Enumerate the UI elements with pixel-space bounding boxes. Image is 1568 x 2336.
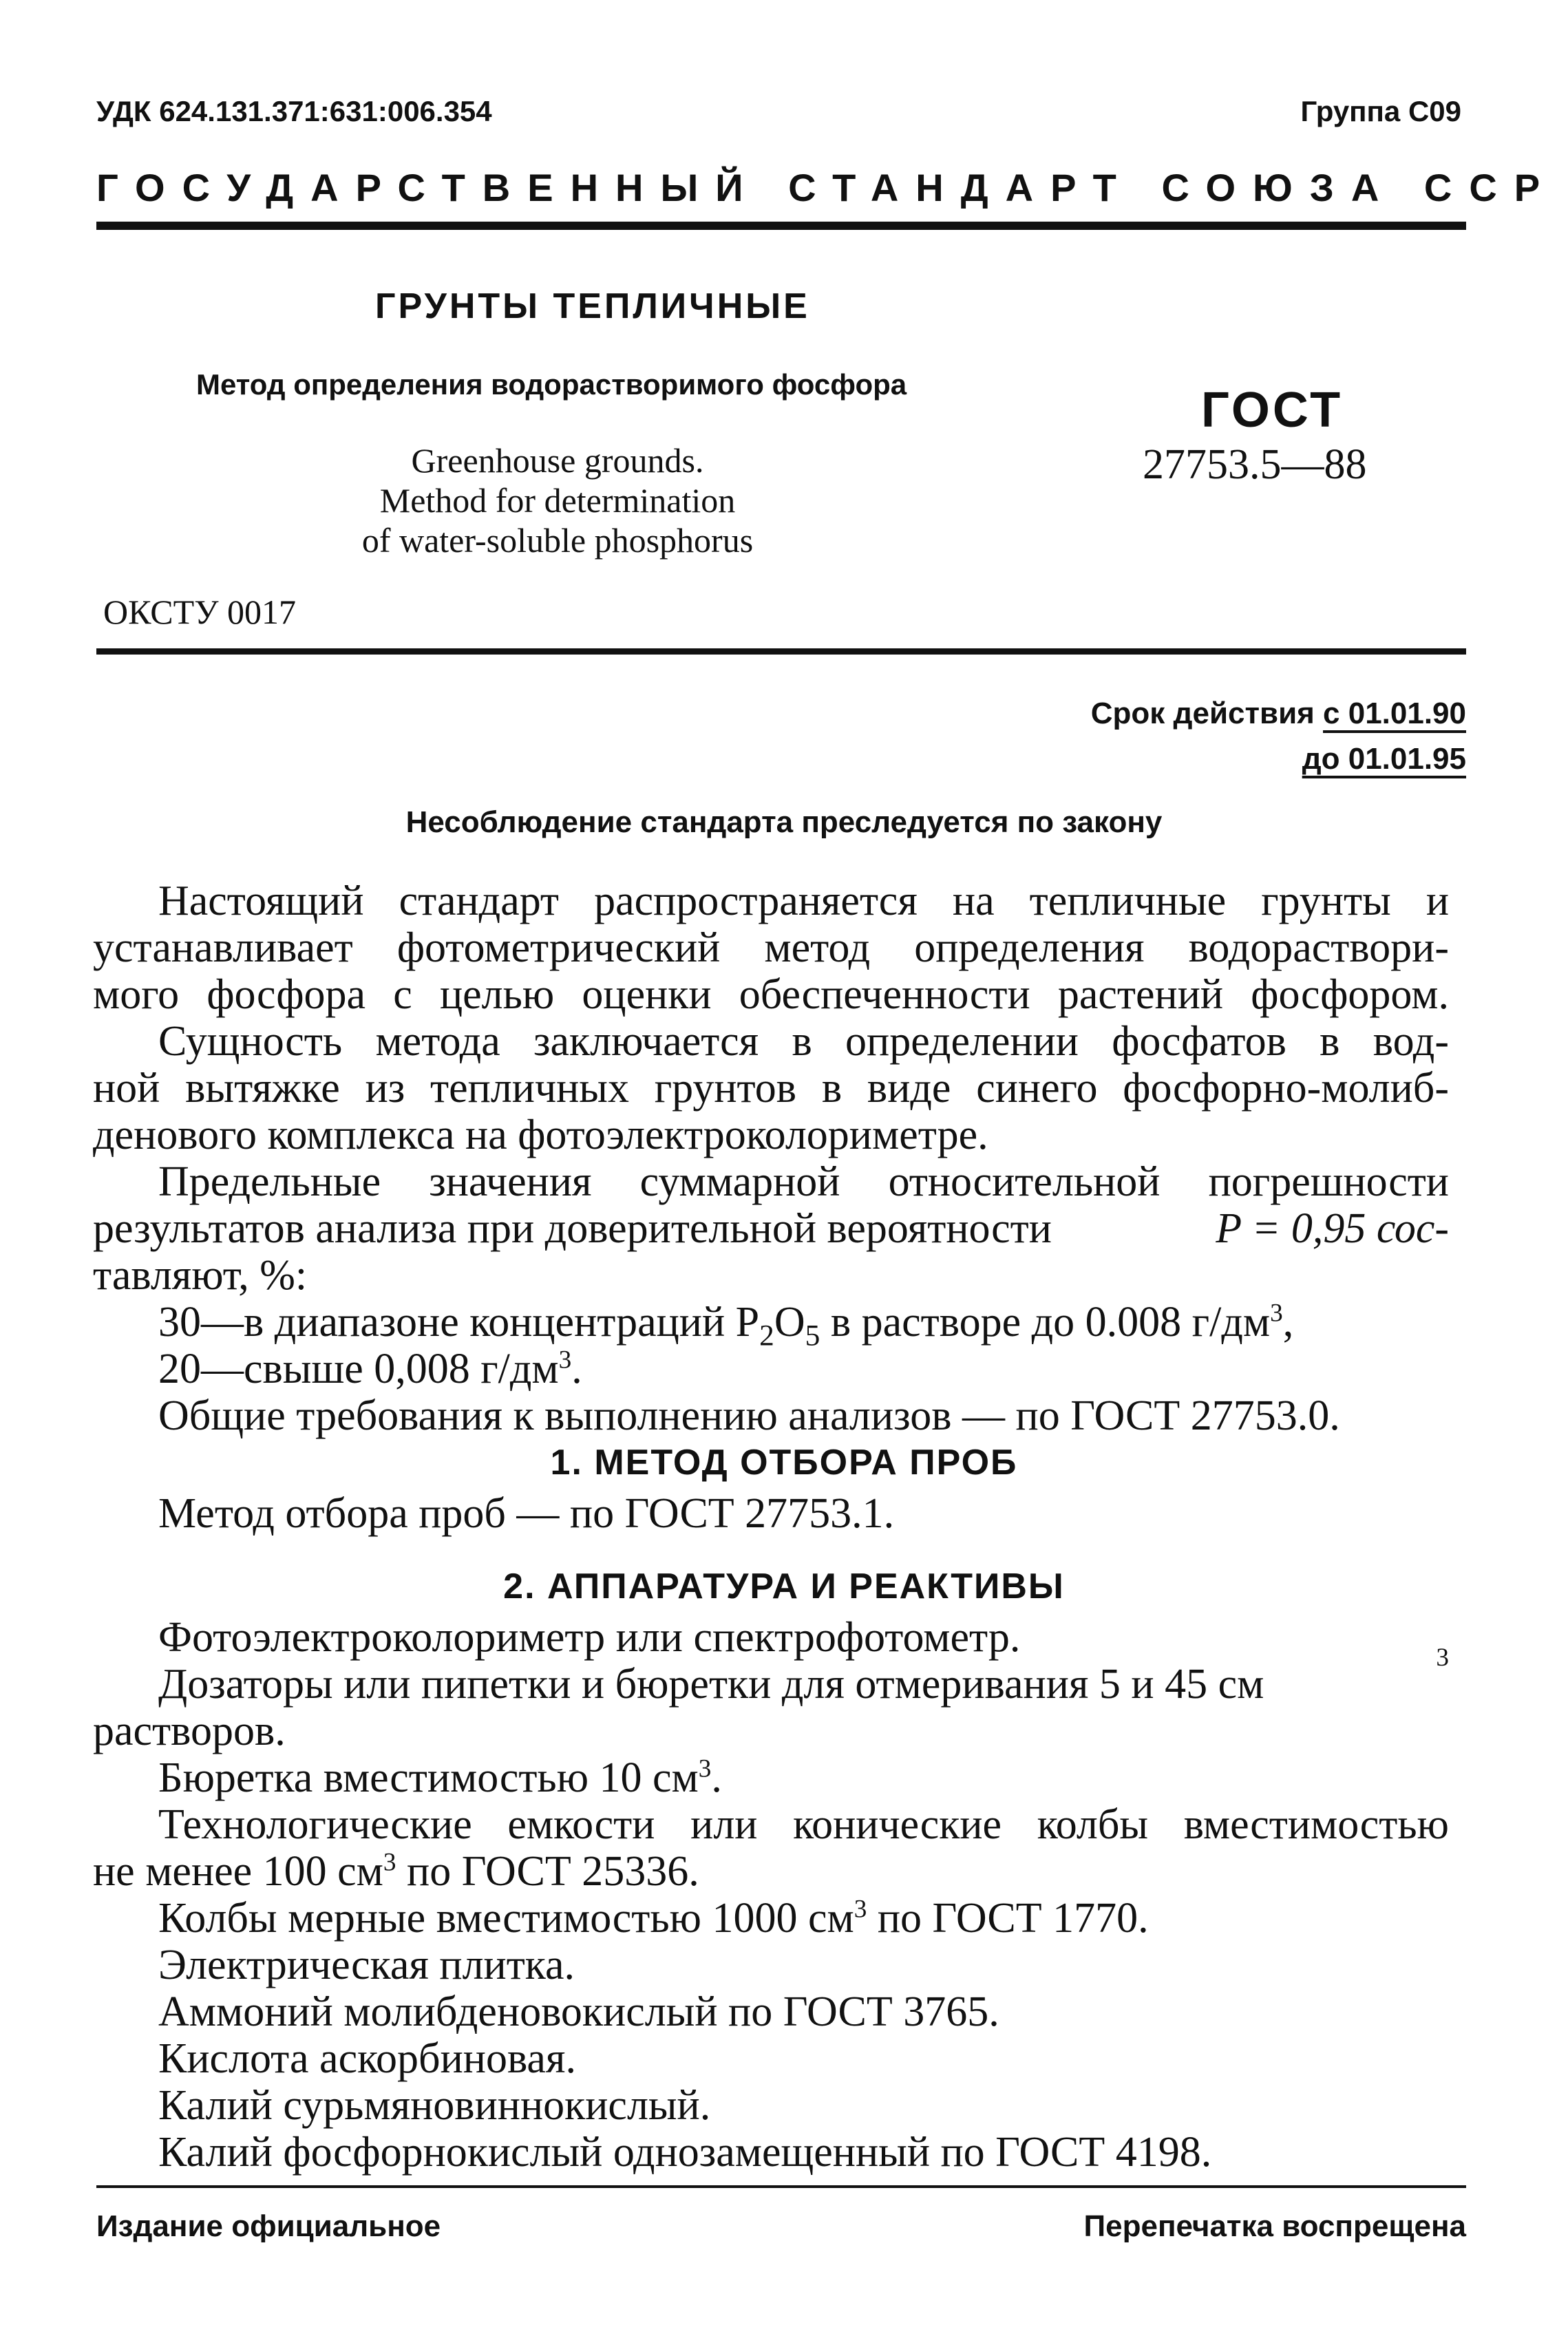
text-line: денового комплекса на фотоэлектроколориметре. <box>93 1112 988 1158</box>
text-segment: результатов анализа при доверительной вероятности <box>93 1205 1052 1252</box>
title-rule <box>96 648 1466 655</box>
validity-from <box>1091 697 1466 731</box>
text-segment: Бюретка вместимостью 10 см <box>158 1754 699 1801</box>
section-1-text <box>93 1490 1449 1537</box>
group-code: Группа С09 <box>1300 95 1461 127</box>
list-item-continuation <box>93 1848 1449 1895</box>
text-line: мого фосфора с целью оценки обеспеченности растений фосфором. <box>93 971 1449 1018</box>
okstu-code: ОКСТУ 0017 <box>103 593 297 631</box>
list-item: Технологические емкости или конические колбы вместимостью <box>158 1801 1449 1848</box>
superscript: 3 <box>1270 1299 1283 1328</box>
text-line <box>93 1205 1449 1252</box>
list-item-continuation: растворов. <box>93 1708 286 1754</box>
text-segment: . <box>711 1754 722 1801</box>
intro-paragraph-3 <box>93 1158 1449 1299</box>
list-item: Калий фосфорнокислый однозамещенный по ГОСТ 4198. <box>158 2129 1212 2176</box>
text-segment: 20—свыше 0,008 г/дм <box>158 1346 559 1392</box>
text-segment: по ГОСТ 1770. <box>867 1895 1149 1942</box>
text-line: Метод отбора проб — по ГОСТ 27753.1. <box>158 1490 895 1537</box>
header-rule-thick <box>96 222 1466 230</box>
english-title-line-1: Greenhouse grounds. <box>411 441 704 480</box>
english-title-line-2: Method for determination <box>379 481 736 520</box>
gost-number: 27753.5—88 <box>1143 441 1367 488</box>
superscript: 3 <box>698 1754 712 1783</box>
list-item: Кислота аскорбиновая. <box>158 2035 576 2082</box>
validity-to-date: до 01.01.95 <box>1302 742 1466 776</box>
intro-paragraph-2 <box>93 1018 1449 1158</box>
list-item: Фотоэлектроколориметр или спектрофотометр. <box>158 1614 1021 1661</box>
list-item <box>93 1895 1449 1942</box>
text-line: Настоящий стандарт распространяется на тепличные грунты и <box>158 878 1449 924</box>
superscript: 3 <box>383 1848 396 1877</box>
validity-label: Срок действия <box>1090 697 1315 730</box>
document-subtitle: Метод определения водорастворимого фосфора <box>196 368 907 401</box>
document-title: ГРУНТЫ ТЕПЛИЧНЫЕ <box>375 286 810 326</box>
text-line: устанавливает фотометрический метод определения водораствори- <box>93 924 1449 971</box>
legal-notice: Несоблюдение стандарта преследуется по закону <box>405 805 1163 839</box>
superscript: 3 <box>854 1895 867 1924</box>
section-1-heading: 1. МЕТОД ОТБОРА ПРОБ <box>550 1443 1018 1483</box>
probability-value: P = 0,95 сос- <box>1216 1205 1449 1252</box>
superscript: 3 <box>1436 1644 1449 1672</box>
list-item: Аммоний молибденовокислый по ГОСТ 3765. <box>158 1988 999 2035</box>
section-2-list <box>93 1614 1449 2176</box>
subscript: 5 <box>805 1319 820 1352</box>
text-segment: 30—в диапазоне концентраций P <box>158 1299 760 1346</box>
error-limits <box>93 1299 1449 1439</box>
footer-official-edition: Издание официальное <box>96 2209 441 2243</box>
list-item: Калий сурьмяновиннокислый. <box>158 2082 711 2129</box>
english-title-line-3: of water-soluble phosphorus <box>361 521 754 560</box>
text-segment: O <box>774 1299 805 1346</box>
text-line: ной вытяжке из тепличных грунтов в виде синего фосфорно-молиб- <box>93 1065 1449 1112</box>
text-segment: , <box>1282 1299 1294 1346</box>
list-item <box>93 1754 1449 1801</box>
text-segment: по ГОСТ 25336. <box>396 1848 699 1895</box>
text-segment: в растворе до 0.008 г/дм <box>820 1299 1271 1346</box>
intro-paragraph-1 <box>93 878 1449 1018</box>
error-limit-line-2 <box>93 1346 1449 1392</box>
subscript: 2 <box>759 1319 774 1352</box>
text-segment: . <box>571 1346 582 1392</box>
text-line: Сущность метода заключается в определении фосфатов в вод- <box>158 1018 1449 1065</box>
error-limit-line-1 <box>93 1299 1449 1352</box>
english-title <box>317 440 798 560</box>
text-line: Предельные значения суммарной относительной погрешности <box>158 1158 1449 1205</box>
text-segment: Дозаторы или пипетки и бюретки для отмеривания 5 и 45 см <box>158 1661 1264 1708</box>
text-segment: не менее 100 см <box>93 1848 383 1895</box>
text-line: тавляют, %: <box>93 1252 308 1299</box>
validity-from-date: с 01.01.90 <box>1323 697 1466 730</box>
general-requirements: Общие требования к выполнению анализов — по ГОСТ 27753.0. <box>158 1392 1340 1439</box>
footer-rule <box>96 2185 1466 2188</box>
footer-reprint-prohibited: Перепечатка воспрещена <box>1083 2209 1466 2243</box>
list-item <box>93 1644 1449 1708</box>
list-item: Электрическая плитка. <box>158 1942 575 1988</box>
udk-code: УДК 624.131.371:631:006.354 <box>96 95 492 127</box>
superscript: 3 <box>558 1346 572 1374</box>
gost-label: ГОСТ <box>1201 383 1344 438</box>
text-segment: Колбы мерные вместимостью 1000 см <box>158 1895 854 1942</box>
section-2-heading: 2. АППАРАТУРА И РЕАКТИВЫ <box>503 1567 1065 1606</box>
state-standard-title: ГОСУДАРСТВЕННЫЙ СТАНДАРТ СОЮЗА ССР <box>96 166 1558 209</box>
